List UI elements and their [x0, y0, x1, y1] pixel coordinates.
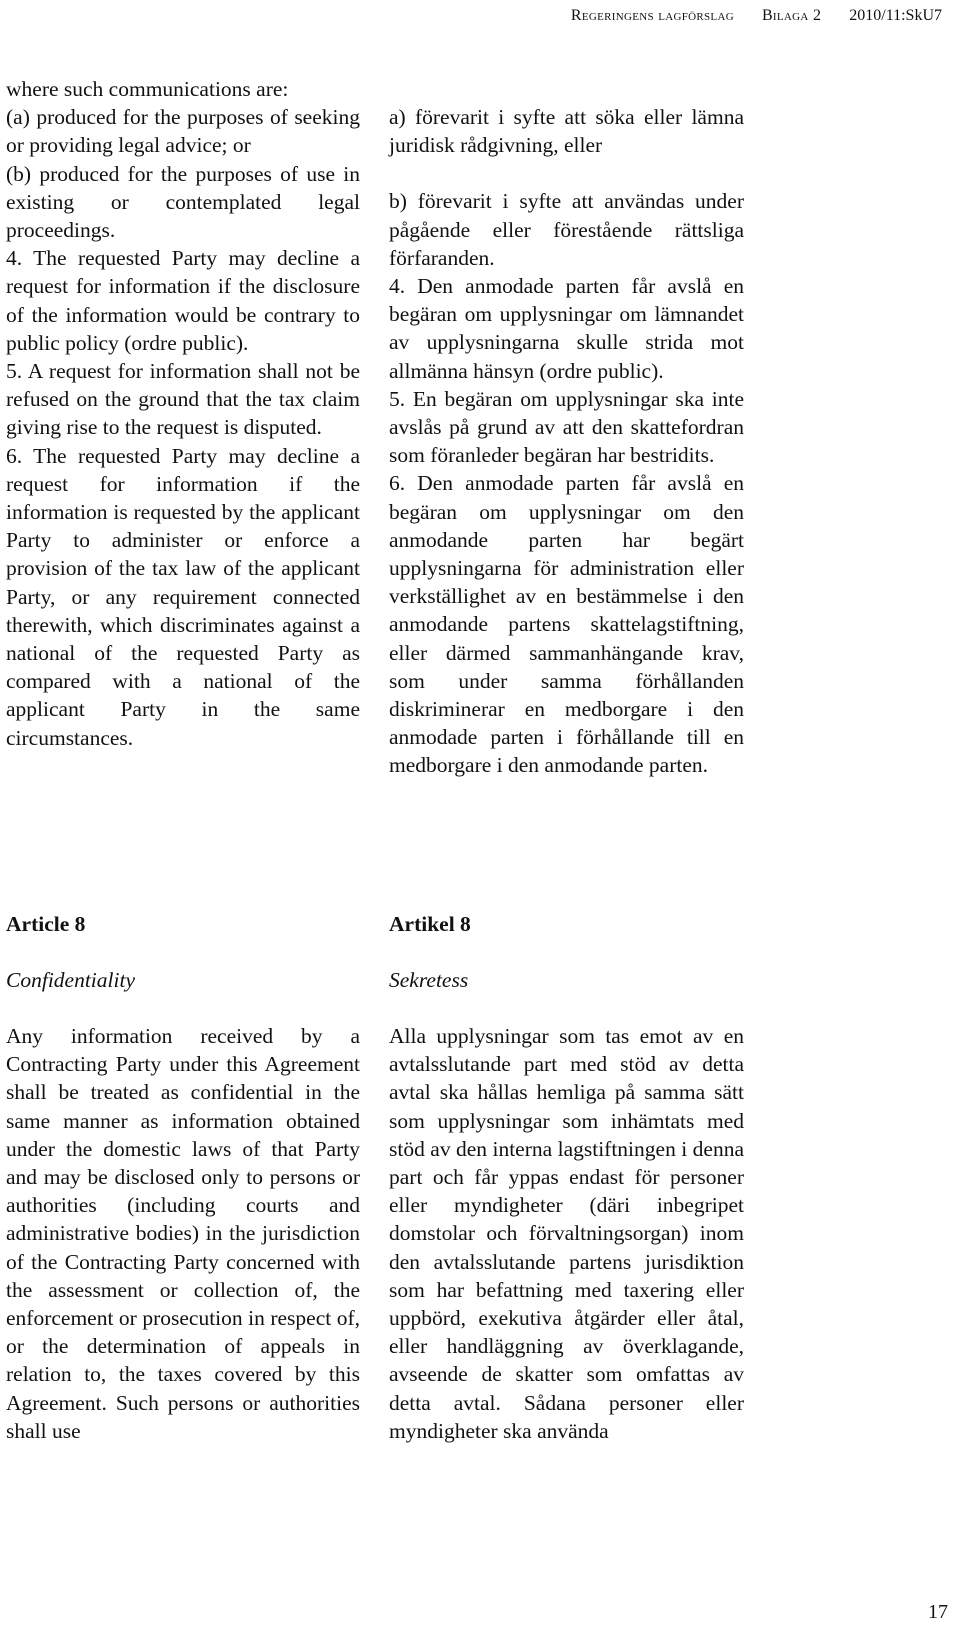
header-appendix: Bilaga 2: [761, 7, 822, 24]
right-column-article: [389, 1022, 744, 1445]
right-column-top: [389, 103, 744, 780]
article-heading-en: Article 8: [6, 912, 86, 936]
left-column-top: [6, 75, 360, 752]
article-subheading-sv: Sekretess: [389, 968, 469, 992]
left-paragraph: 6. The requested Party may decline a request for information if the information is requested by the applicant Party to administer or enforce a provision of the tax law of the applicant Party, or any requirement connected therewith, which discriminates against a national of the requested Party as compared with a national of the applicant Party in the same circumstances.: [6, 443, 360, 750]
left-paragraph: 5. A request for information shall not be refused on the ground that the tax claim giving rise to the request is disputed.: [6, 359, 360, 440]
left-paragraph: where such communications are:: [6, 77, 289, 101]
right-paragraph: 5. En begäran om upplysningar ska inte avslås på grund av att den skattefordran som föranleder begäran har bestridits.: [389, 386, 744, 468]
article-body-sv: Alla upplysningar som tas emot av en avtalsslutande part med stöd av detta avtal ska hållas hemliga på samma sätt som upplysningar som inhämtats med stöd av den interna lagstiftningen i denna part och får yppas endast för personer eller myndigheter (däri inbegripet domstolar och förvaltningsorgan) inom den avtalsslutande partens jurisdiktion som har befattning med taxering eller uppbörd, exekutiva åtgärder eller åtal, eller handläggning av överklagande, avseende de skatter som omfattas av detta avtal. Sådana personer eller myndigheter ska använda: [389, 1024, 744, 1443]
left-column-article: [6, 1022, 360, 1445]
left-paragraph: (b) produced for the purposes of use in existing or contemplated legal proceedings.: [6, 161, 360, 243]
running-header: [380, 3, 942, 29]
page-number: 17: [928, 1601, 948, 1623]
article-body-en: Any information received by a Contracting Party under this Agreement shall be treated as confidential in the same manner as information obtained under the domestic laws of that Party and may be disclosed only to persons or authorities (including courts and administrative bodies) in the jurisdiction of the Contracting Party concerned with the assessment or collection of, the enforcement or prosecution in respect of, or the determination of appeals in relation to, the taxes covered by this Agreement. Such persons or authorities shall use: [6, 1024, 360, 1443]
left-paragraph: 4. The requested Party may decline a request for information if the disclosure of the information would be contrary to public policy (ordre public).: [6, 246, 360, 355]
right-paragraph: 4. Den anmodade parten får avslå en begäran om upplysningar om lämnandet av upplysningarna skulle strida mot allmänna hänsyn (ordre public).: [389, 274, 744, 383]
header-reference: 2010/11:SkU7: [849, 7, 942, 24]
article-subheading-en: Confidentiality: [6, 968, 135, 992]
article-heading-sv: Artikel 8: [389, 912, 471, 936]
left-paragraph: (a) produced for the purposes of seeking or providing legal advice; or: [6, 105, 360, 158]
header-title: Regeringens lagförslag: [570, 7, 734, 24]
right-paragraph: a) förevarit i syfte att söka eller lämna juridisk rådgivning, eller: [389, 105, 744, 158]
right-paragraph: b) förevarit i syfte att användas under pågående eller förestående rättsliga förfaranden.: [389, 189, 744, 270]
right-paragraph: 6. Den anmodade parten får avslå en begäran om upplysningar om den anmodande parten har begärt upplysningarna för administration eller verkställighet av en bestämmelse i den anmodande partens skattelagstiftning, eller därmed sammanhängande krav, som under samma förhållanden diskriminerar en medborgare i den anmodade parten i förhållande till en medborgare i den anmodande parten.: [389, 471, 744, 778]
